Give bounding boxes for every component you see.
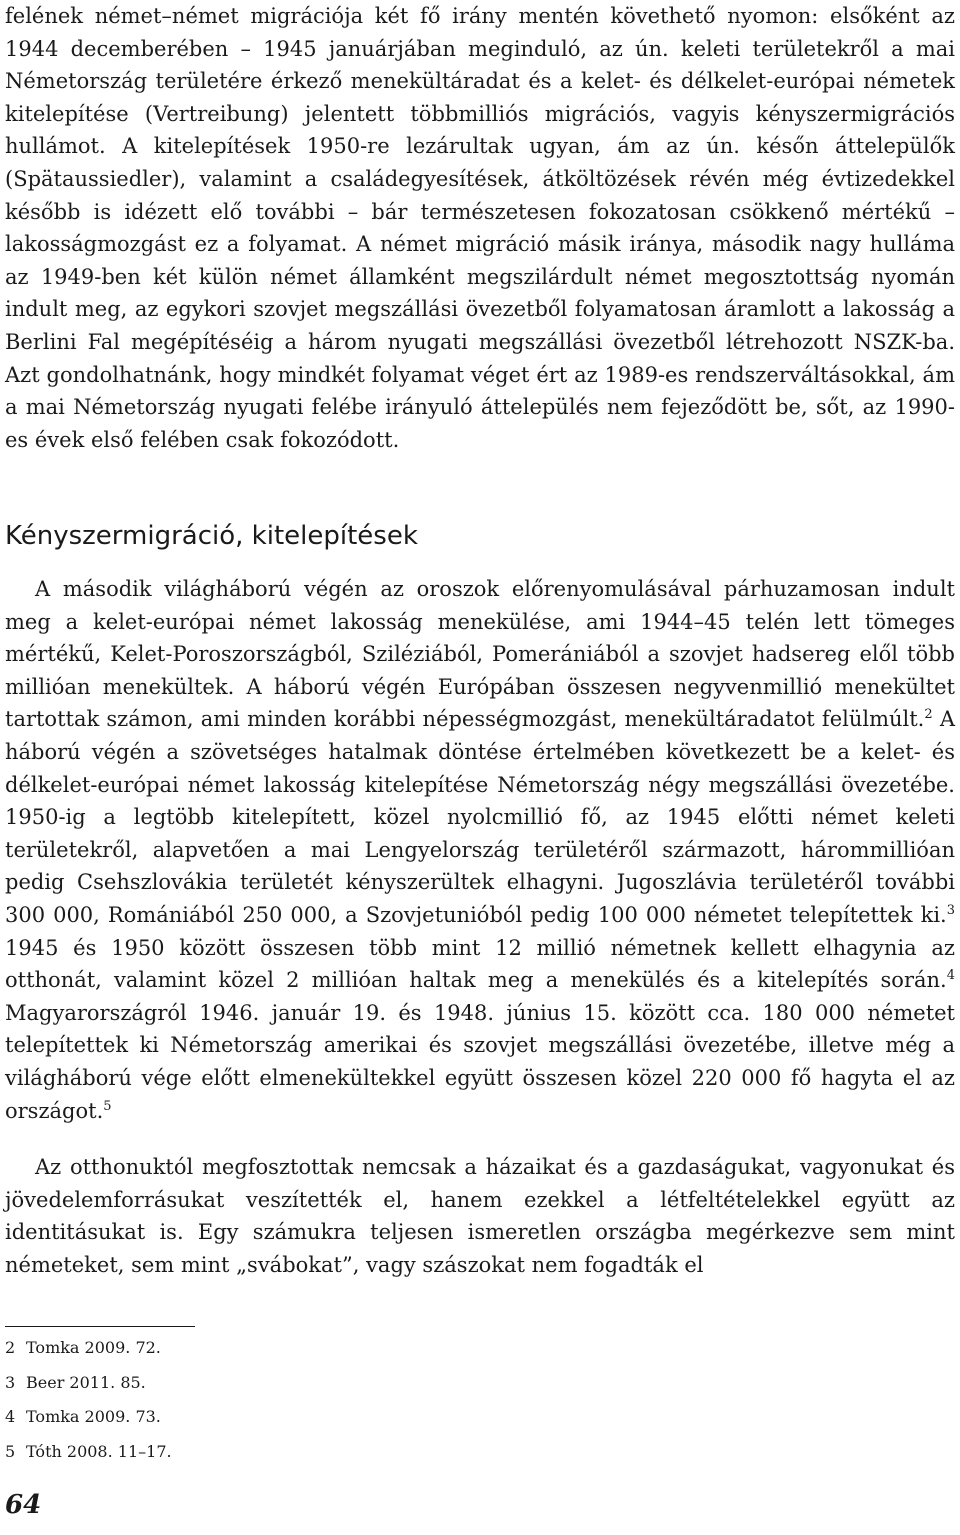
footnote-item [5,1400,605,1435]
footnote-ref-2[interactable]: 2 [924,707,933,723]
paragraph-text: A háború végén a szövetséges hatalmak döntése értelmében következett be a kelet- és délkelet-európai német lakosság kitelepítése Németország négy megszállási övezetébe. 1950-ig a legtöbb kitelepített, közel nyolcmillió fő, az 1945 előtti német keleti területekről, alapvetően a mai Lengyelország területéről származott, hárommillióan pedig Csehszlovákia területét kényszerültek elhagyni. Jugoszlávia területéről további 300 000, Romániából 250 000, a Szovjetunióból pedig 100 000 németet telepítettek ki. [5,707,956,927]
paragraph-text: Magyarországról 1946. január 19. és 1948. június 15. között cca. 180 000 németet telepítettek ki Németország amerikai és szovjet megszállási övezetébe, illetve még a világháború vége előtt elmenekültekkel együtt összesen közel 220 000 fő hagyta el az országot. [5,1000,955,1123]
footnote-number: 5 [5,1442,16,1462]
footnote-text: Tóth 2008. 11–17. [26,1442,172,1462]
footnote-ref-4[interactable]: 4 [946,968,955,984]
footnote-ref-5[interactable]: 5 [103,1098,112,1114]
footnote-item [5,1366,605,1401]
footnote-number: 2 [5,1338,16,1357]
paragraph-text: 1945 és 1950 között összesen több mint 12 millió németnek kellett elhagynia az otthonát, valamint közel 2 millióan haltak meg a menekülés és a kitelepítés során. [5,935,955,993]
footnote-ref-3[interactable]: 3 [946,902,955,918]
footnote-number: 3 [5,1372,16,1392]
intro-paragraph: felének német–német migrációja két fő irány mentén követhető nyomon: elsőként az 1944 decemberében – 1945 januárjában meginduló, az ún. keleti területekről a mai Németország területére érkező menekültáradat és a kelet- és délkelet-európai németek kitelepítése (Vertreibung) jelentett többmilliós migrációs, vagyis kényszermigrációs hullámot. A kitelepítések 1950-re lezárultak ugyan, ám az ún. későn áttelepülők (Spätaussiedler), valamint a családegyesítések, átköltözések révén még évtizedekkel később is idézett elő további – bár természetesen fokozatosan csökkenő mértékű – lakosságmozgást ez a folyamat. A német migráció másik iránya, második nagy hulláma az 1949-ben két külön német államként megszilárdult német megosztottság nyomán indult meg, az egykori szovjet megszállási övezetből folyamatosan áramlott a lakosság a Berlini Fal megépítéséig a három nyugati megszállási övezetből létrehozott NSZK-ba. Azt gondolhatnánk, hogy mindkét folyamat véget ért az 1989-es rendszerváltásokkal, ám a mai Németország nyugati felébe irányuló áttelepülés nem fejeződött be, sőt, az 1990-es évek első felében csak fokozódott. [5,4,955,452]
section-paragraph-1 [5,573,955,1127]
paragraph-text: A második világháború végén az oroszok előrenyomulásával párhuzamosan indult meg a kelet-európai német lakosság menekülése, ami 1944–45 telén lett tömeges mértékű, Kelet-Poroszországból, Sziléziából, Pomerániából a szovjet hadsereg elől több millióan menekültek. A háború végén Európában összesen negyvenmillió menekültet tartottak számon, ami minden korábbi népességmozgást, menekültáradatot felülmúlt. [5,577,955,732]
footnote-item [5,1435,605,1470]
section-paragraph-2: Az otthonuktól megfosztottak nemcsak a házaikat és a gazdaságukat, vagyonukat és jövedelemforrásukat veszítették el, hanem ezekkel a létfeltételekkel együtt az identitásukat is. Egy számukra teljesen ismeretlen országba megérkezve sem mint németeket, sem mint „svábokat”, vagy szászokat nem fogadták el [5,1155,955,1277]
footnote-number: 4 [5,1407,16,1427]
footnote-text: Beer 2011. 85. [26,1372,146,1392]
footnote-separator [5,1326,195,1327]
footnotes [5,1331,605,1470]
section-heading: Kényszermigráció, kitelepítések [5,521,418,551]
footnote-text: Tomka 2009. 73. [26,1407,161,1427]
page-number: 64 [5,1490,42,1520]
footnote-item [5,1331,605,1366]
footnote-text: Tomka 2009. 72. [26,1338,161,1357]
